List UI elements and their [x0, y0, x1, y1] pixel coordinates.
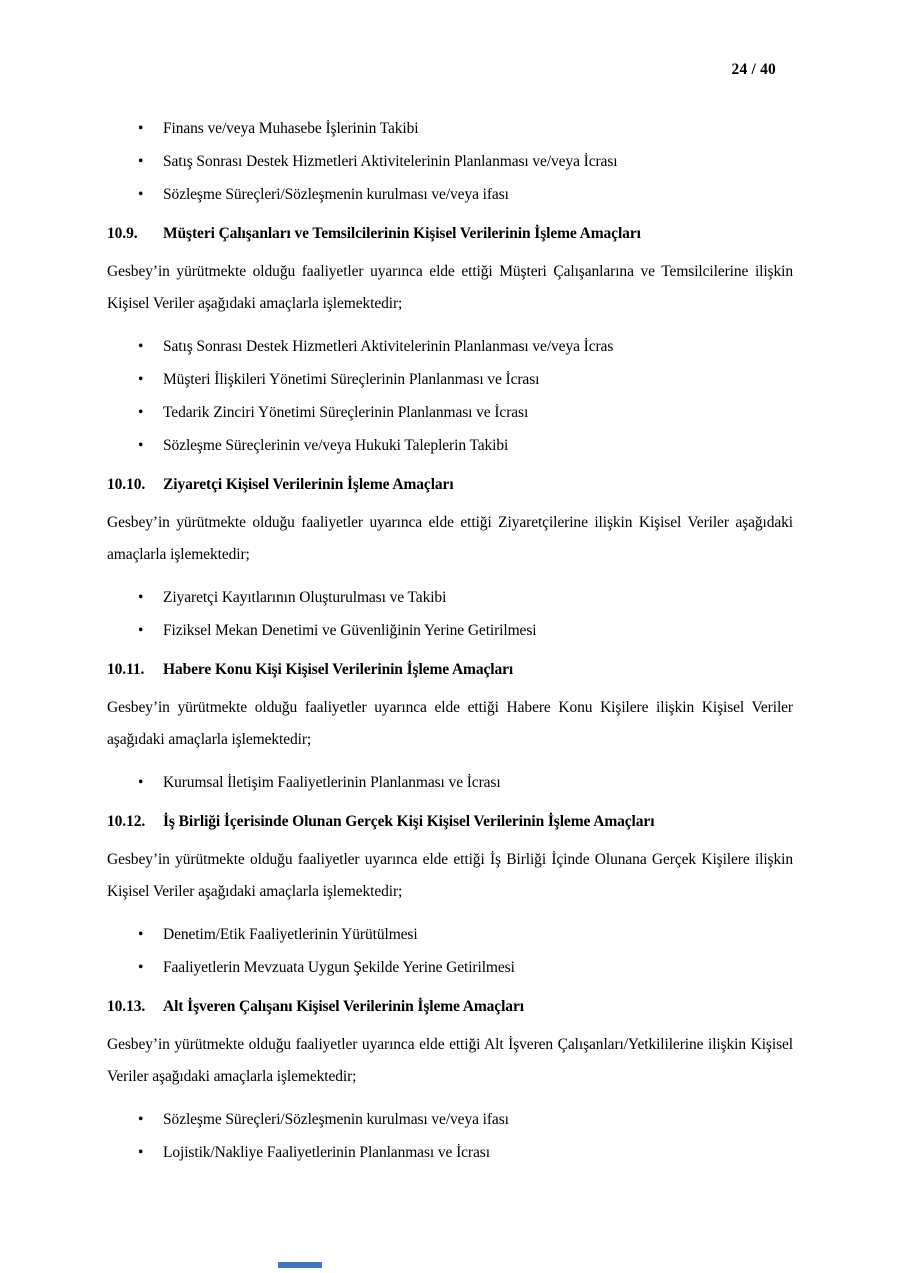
bullet-icon: •	[138, 1144, 144, 1161]
list-item	[107, 396, 793, 429]
section-number: 10.10.	[107, 476, 146, 493]
bullet-icon: •	[138, 338, 144, 355]
list-item	[107, 918, 793, 951]
list-item-text: Finans ve/veya Muhasebe İşlerinin Takibi	[163, 120, 419, 137]
list-item	[107, 330, 793, 363]
bullet-icon: •	[138, 186, 144, 203]
section-title: Ziyaretçi Kişisel Verilerinin İşleme Amaçları	[163, 476, 454, 493]
section-heading	[107, 217, 793, 250]
document-content	[107, 112, 793, 1169]
list-item-text: Denetim/Etik Faaliyetlerinin Yürütülmesi	[163, 926, 418, 943]
list-item	[107, 429, 793, 462]
footer-accent-bar	[278, 1262, 322, 1268]
list-item	[107, 178, 793, 211]
bullet-list	[107, 1103, 793, 1169]
section-title: Alt İşveren Çalışanı Kişisel Verilerinin İşleme Amaçları	[163, 998, 524, 1015]
section-heading	[107, 990, 793, 1023]
section-number: 10.13.	[107, 998, 146, 1015]
section-heading	[107, 653, 793, 686]
section-title: Habere Konu Kişi Kişisel Verilerinin İşleme Amaçları	[163, 661, 514, 678]
list-item	[107, 614, 793, 647]
list-item-text: Satış Sonrası Destek Hizmetleri Aktivitelerinin Planlanması ve/veya İcrası	[163, 153, 618, 170]
list-item	[107, 363, 793, 396]
list-item-text: Tedarik Zinciri Yönetimi Süreçlerinin Planlanması ve İcrası	[163, 404, 529, 421]
section-heading	[107, 468, 793, 501]
bullet-icon: •	[138, 959, 144, 976]
bullet-list	[107, 330, 793, 462]
list-item-text: Sözleşme Süreçlerinin ve/veya Hukuki Taleplerin Takibi	[163, 437, 509, 454]
bullet-icon: •	[138, 404, 144, 421]
bullet-list	[107, 112, 793, 211]
paragraph: Gesbey’in yürütmekte olduğu faaliyetler uyarınca elde ettiği Ziyaretçilerine ilişkin Kişisel Veriler aşağıdaki amaçlarla işlemektedir;	[107, 514, 793, 563]
bullet-icon: •	[138, 120, 144, 137]
bullet-icon: •	[138, 622, 144, 639]
list-item-text: Sözleşme Süreçleri/Sözleşmenin kurulması ve/veya ifası	[163, 1111, 509, 1128]
list-item	[107, 112, 793, 145]
paragraph: Gesbey’in yürütmekte olduğu faaliyetler uyarınca elde ettiği Müşteri Çalışanlarına ve Temsilcilerine ilişkin Kişisel Veriler aşağıdaki amaçlarla işlemektedir;	[107, 263, 793, 312]
list-item-text: Satış Sonrası Destek Hizmetleri Aktivitelerinin Planlanması ve/veya İcras	[163, 338, 614, 355]
list-item-text: Fiziksel Mekan Denetimi ve Güvenliğinin Yerine Getirilmesi	[163, 622, 537, 639]
list-item	[107, 1103, 793, 1136]
section-number: 10.9.	[107, 225, 138, 242]
paragraph: Gesbey’in yürütmekte olduğu faaliyetler uyarınca elde ettiği Alt İşveren Çalışanları/Yetkililerine ilişkin Kişisel Veriler aşağıdaki amaçlarla işlemektedir;	[107, 1036, 793, 1085]
list-item-text: Sözleşme Süreçleri/Sözleşmenin kurulması ve/veya ifası	[163, 186, 509, 203]
bullet-icon: •	[138, 437, 144, 454]
paragraph: Gesbey’in yürütmekte olduğu faaliyetler uyarınca elde ettiği İş Birliği İçinde Olunana Gerçek Kişilere ilişkin Kişisel Veriler aşağıdaki amaçlarla işlemektedir;	[107, 851, 793, 900]
bullet-list	[107, 918, 793, 984]
list-item-text: Kurumsal İletişim Faaliyetlerinin Planlanması ve İcrası	[163, 774, 501, 791]
bullet-icon: •	[138, 589, 144, 606]
list-item-text: Müşteri İlişkileri Yönetimi Süreçlerinin Planlanması ve İcrası	[163, 371, 540, 388]
list-item	[107, 1136, 793, 1169]
bullet-list	[107, 766, 793, 799]
bullet-list	[107, 581, 793, 647]
list-item-text: Lojistik/Nakliye Faaliyetlerinin Planlanması ve İcrası	[163, 1144, 490, 1161]
list-item	[107, 145, 793, 178]
list-item	[107, 766, 793, 799]
list-item-text: Ziyaretçi Kayıtlarının Oluşturulması ve Takibi	[163, 589, 447, 606]
section-title: Müşteri Çalışanları ve Temsilcilerinin Kişisel Verilerinin İşleme Amaçları	[163, 225, 641, 242]
bullet-icon: •	[138, 774, 144, 791]
section-heading	[107, 805, 793, 838]
list-item	[107, 581, 793, 614]
paragraph: Gesbey’in yürütmekte olduğu faaliyetler uyarınca elde ettiği Habere Konu Kişilere ilişkin Kişisel Veriler aşağıdaki amaçlarla işlemektedir;	[107, 699, 793, 748]
page-number: 24 / 40	[731, 61, 776, 78]
list-item	[107, 951, 793, 984]
bullet-icon: •	[138, 1111, 144, 1128]
section-number: 10.11.	[107, 661, 145, 678]
section-title: İş Birliği İçerisinde Olunan Gerçek Kişi Kişisel Verilerinin İşleme Amaçları	[163, 813, 655, 830]
list-item-text: Faaliyetlerin Mevzuata Uygun Şekilde Yerine Getirilmesi	[163, 959, 515, 976]
section-number: 10.12.	[107, 813, 146, 830]
bullet-icon: •	[138, 926, 144, 943]
bullet-icon: •	[138, 371, 144, 388]
bullet-icon: •	[138, 153, 144, 170]
